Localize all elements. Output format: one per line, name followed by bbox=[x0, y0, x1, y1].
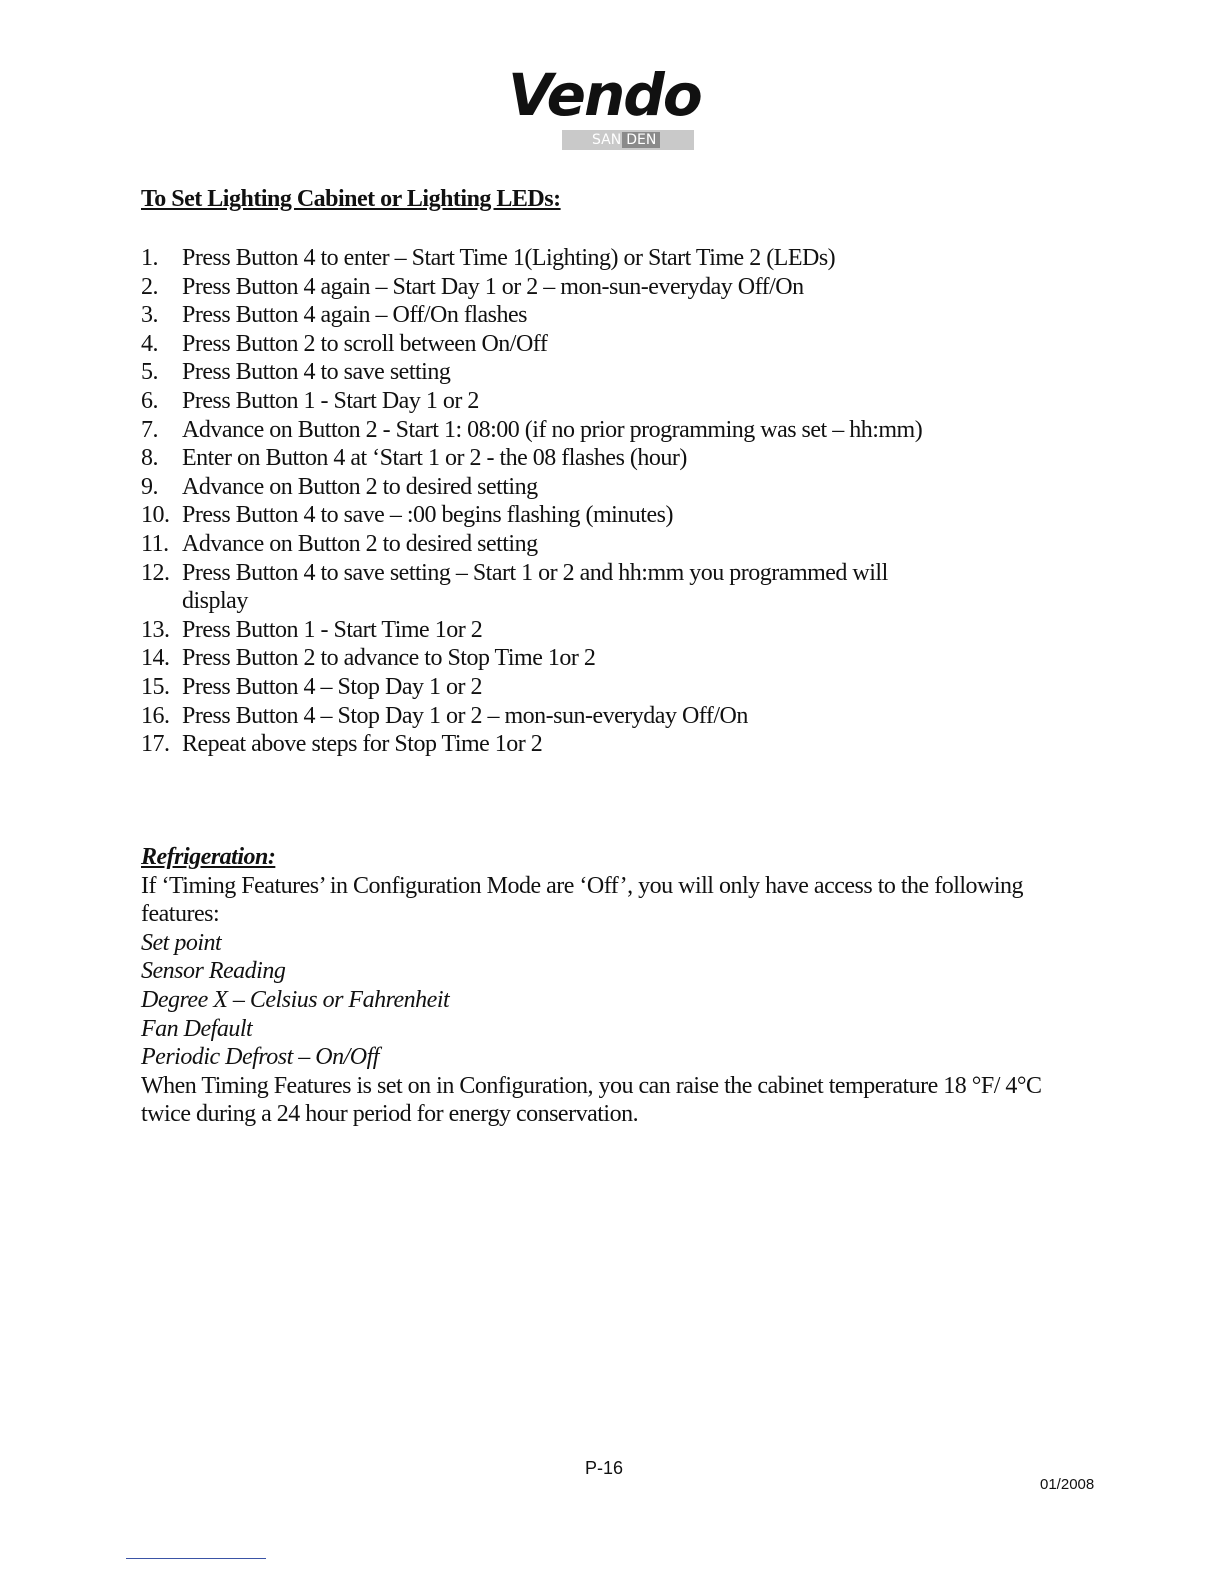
list-item: 7. Advance on Button 2 - Start 1: 08:00 (if no prior programming was set – hh:mm) bbox=[141, 416, 923, 443]
list-item: 12. Press Button 4 to save setting – Start 1 or 2 and hh:mm you programmed will display bbox=[141, 559, 888, 615]
revision-date: 01/2008 bbox=[1040, 1476, 1095, 1493]
list-item: 10. Press Button 4 to save – :00 begins flashing (minutes) bbox=[141, 502, 673, 529]
list-item: 6. Press Button 1 - Start Day 1 or 2 bbox=[141, 387, 479, 414]
section-heading: To Set Lighting Cabinet or Lighting LEDs: bbox=[141, 186, 561, 212]
list-item: 13. Press Button 1 - Start Time 1or 2 bbox=[141, 616, 483, 643]
page-number: P-16 bbox=[585, 1458, 624, 1478]
feature-item: Periodic Defrost – On/Off bbox=[141, 1044, 379, 1071]
list-item: 9. Advance on Button 2 to desired setting bbox=[141, 473, 538, 500]
list-item: 8. Enter on Button 4 at ‘Start 1 or 2 - the 08 flashes (hour) bbox=[141, 445, 687, 472]
list-item: 4. Press Button 2 to scroll between On/Off bbox=[141, 330, 548, 357]
logo-wordmark: Vendo bbox=[508, 61, 701, 129]
list-item: 2. Press Button 4 again – Start Day 1 or 2 – mon-sun-everyday Off/On bbox=[141, 273, 804, 300]
feature-item: Set point bbox=[141, 929, 222, 956]
footnote-divider bbox=[126, 1558, 266, 1559]
list-item: 16. Press Button 4 – Stop Day 1 or 2 – mon-sun-everyday Off/On bbox=[141, 702, 748, 729]
list-item: 1. Press Button 4 to enter – Start Time 1(Lighting) or Start Time 2 (LEDs) bbox=[141, 245, 836, 271]
logo-subbrand: SAN DEN bbox=[562, 130, 694, 150]
list-item: 15. Press Button 4 – Stop Day 1 or 2 bbox=[141, 673, 483, 700]
list-item: 11. Advance on Button 2 to desired setting bbox=[141, 530, 538, 557]
feature-item: Fan Default bbox=[141, 1015, 253, 1042]
list-item: 14. Press Button 2 to advance to Stop Time 1or 2 bbox=[141, 645, 596, 672]
list-item: 3. Press Button 4 again – Off/On flashes bbox=[141, 302, 528, 329]
list-item: 5. Press Button 4 to save setting bbox=[141, 359, 451, 386]
refrigeration-intro: If ‘Timing Features’ in Configuration Mode are ‘Off’, you will only have access to the following features: bbox=[141, 872, 1024, 928]
feature-item: Degree X – Celsius or Fahrenheit bbox=[141, 986, 450, 1013]
vendo-logo bbox=[508, 61, 708, 156]
list-item: 17. Repeat above steps for Stop Time 1or 2 bbox=[141, 731, 543, 758]
refrigeration-title: Refrigeration: bbox=[141, 844, 276, 870]
refrigeration-outro: When Timing Features is set on in Configuration, you can raise the cabinet temperature 18 °F/ 4°C twice during a 24 hour period for energy conservation. bbox=[141, 1072, 1042, 1128]
refrigeration-section bbox=[141, 843, 1081, 1129]
feature-item: Sensor Reading bbox=[141, 958, 286, 985]
steps-list bbox=[141, 244, 941, 759]
